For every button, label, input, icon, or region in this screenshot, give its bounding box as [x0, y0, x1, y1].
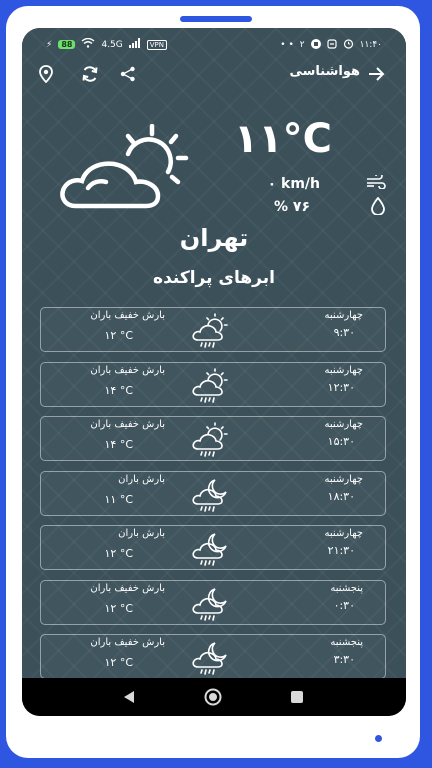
forecast-time: ۰:۳۰ [333, 598, 355, 612]
forecast-description: بارش خفیف باران [90, 582, 165, 594]
forecast-description: بارش باران [118, 473, 165, 485]
forecast-row[interactable] [40, 580, 386, 625]
recents-button[interactable] [288, 688, 306, 706]
charging-icon: ⚡ [46, 39, 53, 50]
forecast-description: بارش خفیف باران [90, 310, 165, 321]
humidity: % ۷۶ [274, 199, 310, 215]
share-icon[interactable] [118, 64, 138, 84]
water-drop-icon [368, 196, 388, 216]
sun-cloud-rain-icon [191, 368, 229, 404]
moon-cloud-rain-icon [191, 586, 229, 622]
app-toolbar [22, 62, 406, 86]
forecast-row[interactable] [40, 307, 386, 352]
weather-condition: ابرهای پراکنده [153, 268, 275, 288]
forecast-temperature: ۱۲ °C [104, 656, 133, 669]
app-badge-icon [311, 39, 321, 52]
forecast-time: ۱۵:۳۰ [327, 435, 355, 448]
forecast-temperature: ۱۲ °C [104, 601, 133, 615]
forecast-day: چهارشنبه [324, 528, 363, 539]
signal-icon [129, 38, 141, 51]
location-icon[interactable] [36, 64, 56, 84]
page-indicator-dot [375, 735, 382, 742]
sun-cloud-rain-icon [191, 422, 229, 458]
forecast-list[interactable] [40, 307, 386, 689]
forecast-time: ۹:۳۰ [333, 326, 355, 339]
forecast-row[interactable] [40, 634, 386, 679]
forecast-description: بارش خفیف باران [90, 419, 165, 430]
data-saver-icon [327, 39, 337, 52]
wind-speed: ۰ km/h [267, 176, 320, 192]
current-temperature: ۱۱°C [233, 116, 332, 162]
phone-screen [22, 28, 406, 716]
arrow-right-icon[interactable] [366, 64, 386, 84]
forecast-day: چهارشنبه [324, 419, 363, 430]
forecast-temperature: ۱۲ °C [104, 547, 133, 560]
forecast-time: ۱۲:۳۰ [327, 380, 355, 394]
forecast-day: چهارشنبه [324, 310, 363, 321]
forecast-time: ۳:۳۰ [333, 653, 355, 666]
network-type: 4.5G [101, 39, 123, 50]
notification-count: ۲ [299, 40, 305, 50]
forecast-time: ۱۸:۳۰ [327, 489, 355, 503]
app-title: هواشناسی [289, 64, 360, 79]
forecast-temperature: ۱۲ °C [104, 329, 133, 342]
forecast-day: چهارشنبه [324, 473, 363, 485]
forecast-day: پنجشنبه [330, 582, 363, 594]
vpn-badge: VPN [147, 40, 167, 50]
clock-time: ۱۱:۴۰ [359, 40, 382, 50]
moon-cloud-rain-icon [191, 477, 229, 513]
wind-icon [366, 172, 386, 192]
weather-app [22, 28, 406, 678]
forecast-day: چهارشنبه [324, 364, 363, 376]
forecast-row[interactable] [40, 362, 386, 407]
forecast-description: بارش خفیف باران [90, 637, 165, 648]
forecast-day: پنجشنبه [330, 637, 363, 648]
back-button[interactable] [120, 688, 138, 706]
status-bar [22, 28, 406, 58]
forecast-description: بارش خفیف باران [90, 364, 165, 376]
moon-cloud-rain-icon [191, 531, 229, 567]
sun-cloud-rain-icon [191, 313, 229, 349]
current-weather-icon [58, 124, 198, 210]
battery-badge: 88 [58, 40, 75, 49]
alarm-icon [343, 38, 354, 52]
forecast-temperature: ۱۴ °C [104, 438, 133, 451]
forecast-temperature: ۱۴ °C [104, 383, 133, 397]
home-button[interactable] [204, 688, 222, 706]
city-name: تهران [179, 224, 249, 252]
moon-cloud-rain-icon [191, 640, 229, 676]
wifi-icon [81, 38, 95, 51]
forecast-row[interactable] [40, 416, 386, 461]
forecast-row[interactable] [40, 525, 386, 570]
refresh-icon[interactable] [80, 64, 100, 84]
forecast-description: بارش باران [118, 528, 165, 539]
dots-icon: • • [280, 40, 294, 50]
system-nav-bar [22, 678, 406, 716]
forecast-time: ۲۱:۳۰ [327, 544, 355, 557]
forecast-row[interactable] [40, 471, 386, 516]
device-speaker [180, 16, 252, 22]
forecast-temperature: ۱۱ °C [104, 492, 133, 506]
